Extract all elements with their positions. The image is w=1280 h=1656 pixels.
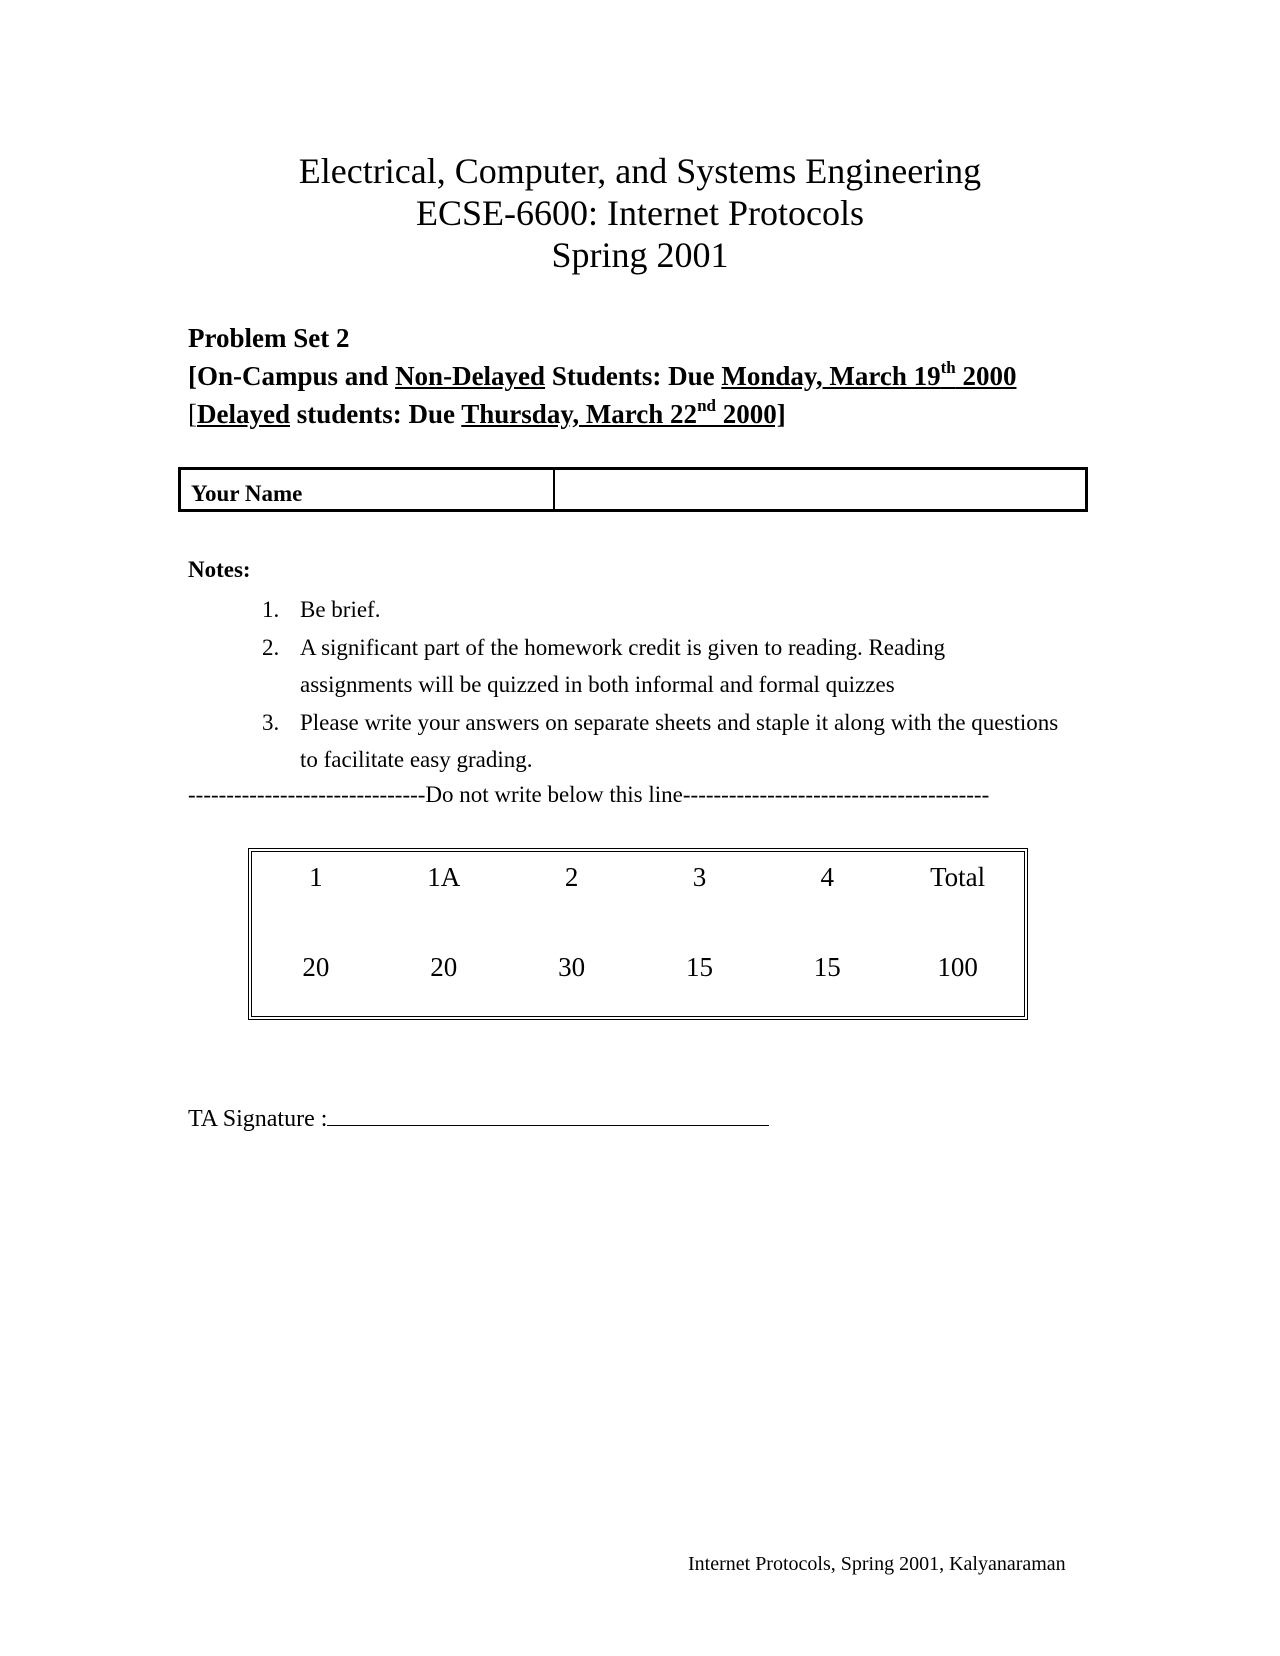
score-header-cell: 2 bbox=[564, 862, 579, 892]
list-item-number: 2. bbox=[262, 634, 280, 660]
delayed-date-text: Thursday, March 22 bbox=[461, 399, 698, 429]
list-item bbox=[262, 591, 1062, 629]
document-header bbox=[0, 150, 1280, 276]
page-footer: Internet Protocols, Spring 2001, Kalyanaraman bbox=[688, 1553, 1066, 1575]
delayed-text: Delayed bbox=[197, 399, 290, 429]
ta-signature-line[interactable] bbox=[327, 1105, 769, 1126]
delayed-date-year: 2000] bbox=[715, 399, 786, 429]
semester: Spring 2001 bbox=[551, 235, 729, 275]
score-header-cell: 1A bbox=[427, 862, 461, 892]
score-header-cell: 4 bbox=[820, 862, 835, 892]
oncampus-middle: Students: Due bbox=[545, 361, 722, 391]
score-value-cell: 20 bbox=[302, 952, 330, 982]
delayed-date-suffix: nd bbox=[697, 396, 716, 415]
oncampus-date-text: Monday, March 19 bbox=[721, 361, 941, 391]
notes-heading: Notes: bbox=[188, 557, 251, 582]
score-value-cell: 100 bbox=[937, 952, 978, 982]
score-table bbox=[248, 848, 1028, 1020]
do-not-write-divider: -------------------------------Do not write below this line---------------------------------------- bbox=[188, 782, 990, 807]
delayed-bracket: [ bbox=[188, 399, 197, 429]
list-item-text: Be brief. bbox=[300, 597, 381, 622]
oncampus-date-year: 2000 bbox=[955, 361, 1017, 391]
non-delayed-text: Non-Delayed bbox=[395, 361, 546, 391]
score-values-row bbox=[252, 952, 1024, 983]
course-title: ECSE-6600: Internet Protocols bbox=[416, 193, 864, 233]
score-value-cell: 15 bbox=[813, 952, 841, 982]
delayed-due-line bbox=[188, 395, 1016, 433]
list-item bbox=[262, 629, 1062, 704]
delayed-due-date bbox=[461, 396, 786, 429]
score-header-cell: Total bbox=[930, 862, 986, 892]
score-header-cell: 1 bbox=[309, 862, 323, 892]
list-item-number: 3. bbox=[262, 709, 280, 735]
ta-signature bbox=[188, 1105, 769, 1133]
list-item-text: A significant part of the homework credit is given to reading. Reading assignments will be quizzed in both informal and formal quizzes bbox=[300, 634, 946, 697]
name-field-box bbox=[178, 467, 1088, 512]
score-value-cell: 20 bbox=[430, 952, 458, 982]
notes-list bbox=[262, 591, 1062, 779]
oncampus-date-suffix: th bbox=[940, 358, 956, 377]
oncampus-due-date bbox=[721, 358, 1017, 391]
score-header-cell: 3 bbox=[692, 862, 707, 892]
delayed-middle: students: Due bbox=[289, 399, 462, 429]
score-value-cell: 30 bbox=[558, 952, 586, 982]
problem-set-title: Problem Set 2 bbox=[188, 323, 350, 353]
list-item-text: Please write your answers on separate sheets and staple it along with the questions to facilitate easy grading. bbox=[300, 709, 1059, 772]
name-value-field[interactable] bbox=[555, 470, 1085, 509]
problem-set-block bbox=[188, 319, 1016, 433]
score-header-row bbox=[252, 862, 1024, 893]
name-label: Your Name bbox=[181, 470, 555, 509]
ta-signature-label: TA Signature : bbox=[188, 1106, 328, 1132]
list-item bbox=[262, 704, 1062, 779]
list-item-number: 1. bbox=[262, 597, 280, 622]
oncampus-prefix: [On-Campus and bbox=[188, 361, 396, 391]
department-title: Electrical, Computer, and Systems Engineering bbox=[298, 151, 982, 191]
score-value-cell: 15 bbox=[685, 952, 713, 982]
oncampus-due-line bbox=[188, 357, 1016, 395]
